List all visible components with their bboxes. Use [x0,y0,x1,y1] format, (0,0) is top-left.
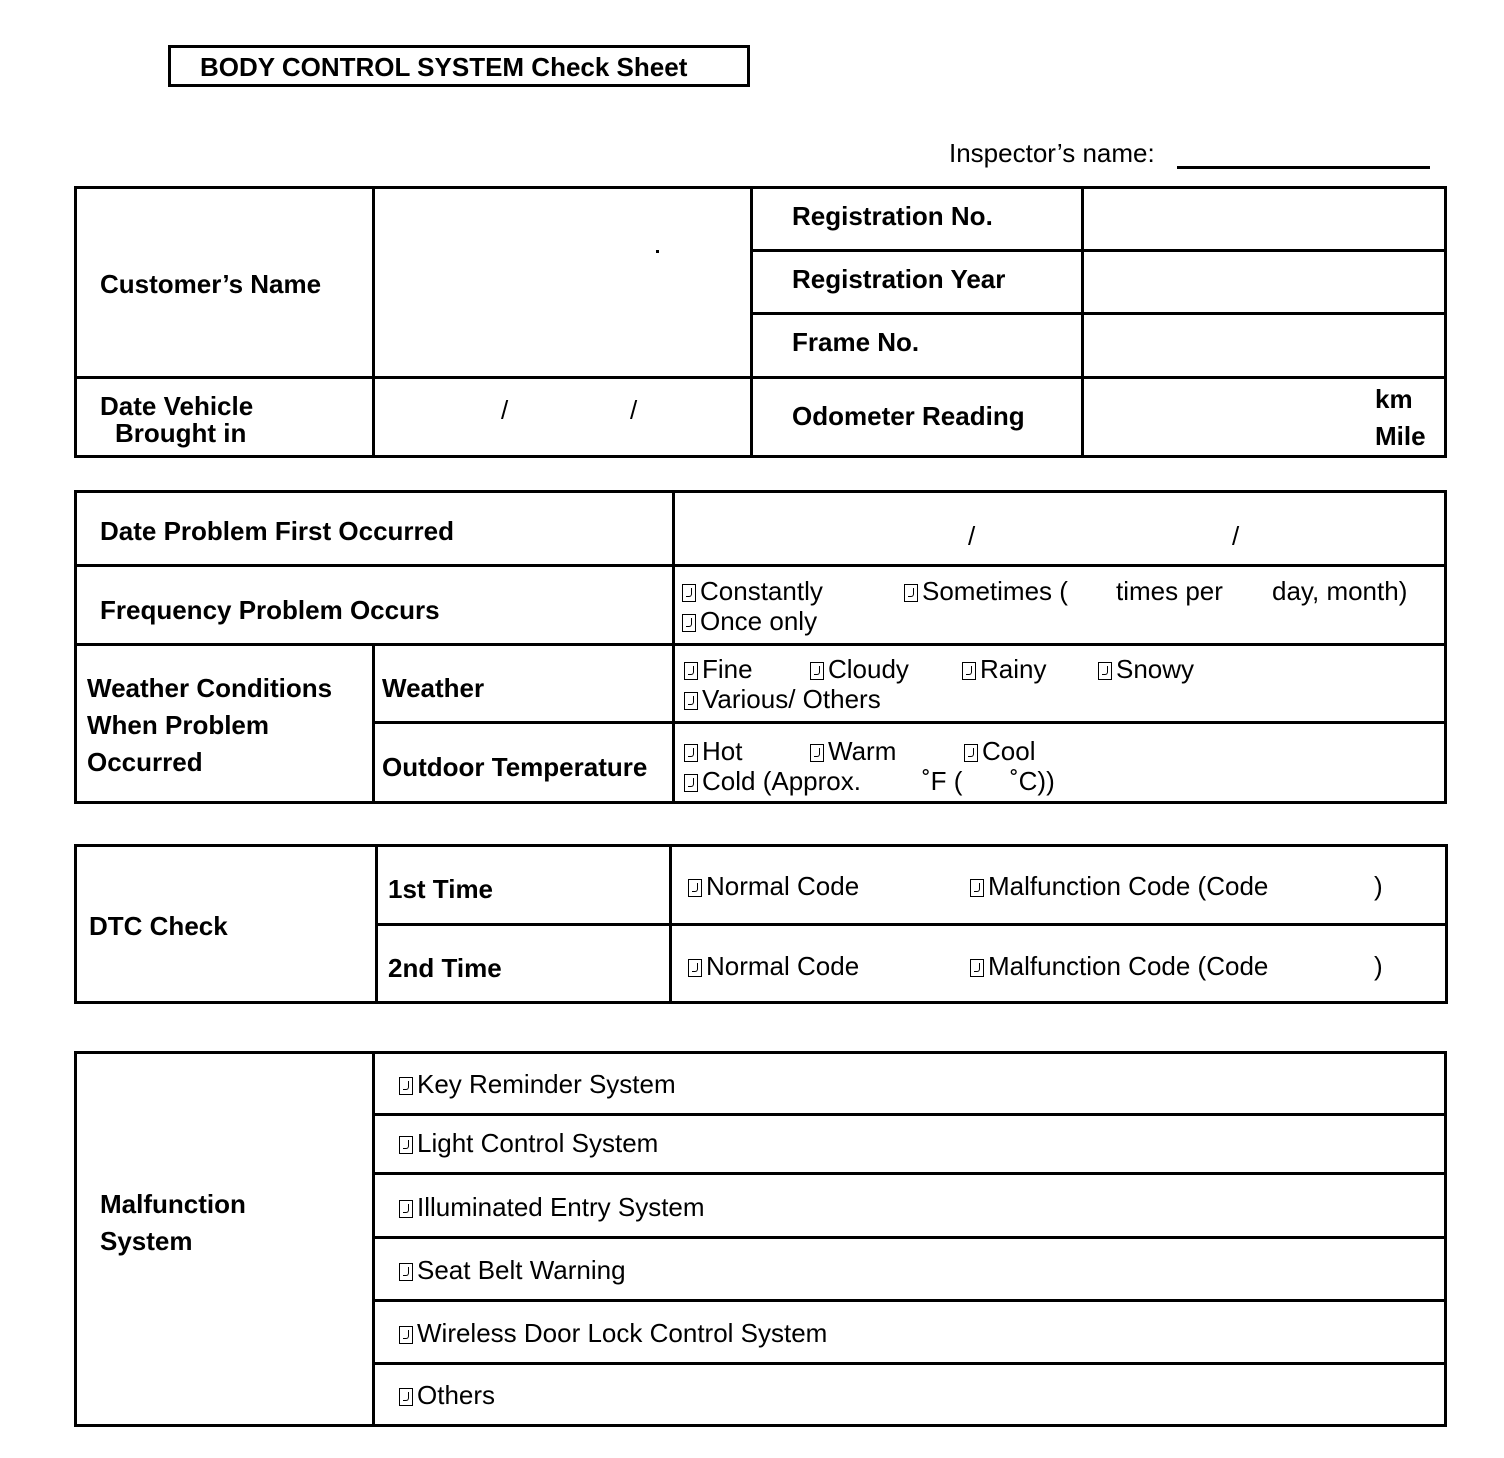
freq-constantly-option[interactable]: Constantly [682,576,823,606]
temp-fahrenheit-text: ˚F ( [922,766,963,796]
outdoor-temperature-label: Outdoor Temperature [382,752,648,782]
checkbox-icon[interactable] [399,1326,413,1344]
malfunction-item-others[interactable]: Others [399,1380,495,1410]
checkbox-icon[interactable] [399,1077,413,1095]
date-brought-sep1: / [501,395,509,425]
dtc1-malfunction-code-option[interactable]: Malfunction Code (Code [970,871,1268,901]
checkbox-icon[interactable] [684,692,698,710]
inspector-label: Inspector’s name: [949,138,1155,168]
checkbox-icon[interactable] [399,1263,413,1281]
date-first-occurred-label: Date Problem First Occurred [100,516,454,546]
weather-cloudy-option[interactable]: Cloudy [810,654,909,684]
freq-times-per-text: times per [1116,576,1223,606]
date-brought-sep2: / [630,395,638,425]
inspector-name-field[interactable] [1177,166,1430,169]
checkbox-icon[interactable] [970,879,984,897]
temp-warm-option[interactable]: Warm [810,736,896,766]
weather-conditions-label-line1: Weather Conditions [87,673,333,703]
malfunction-item-light-control[interactable]: Light Control System [399,1128,658,1158]
malfunction-system-table [74,1051,1447,1427]
customer-name-field[interactable] [656,250,659,253]
checkbox-icon[interactable] [684,774,698,792]
malfunction-system-label-line2: System [100,1226,193,1256]
frame-no-label: Frame No. [792,327,920,357]
weather-conditions-label-line2: When Problem [87,710,270,740]
checkbox-icon[interactable] [904,584,918,602]
malfunction-item-seat-belt[interactable]: Seat Belt Warning [399,1255,626,1285]
date-first-occurred-sep2: / [1232,521,1240,551]
dtc-second-time-label: 2nd Time [388,953,502,983]
checkbox-icon[interactable] [962,662,976,680]
dtc2-malfunction-code-option[interactable]: Malfunction Code (Code [970,951,1268,981]
dtc2-close-paren: ) [1374,951,1383,981]
checkbox-icon[interactable] [1098,662,1112,680]
checkbox-icon[interactable] [688,959,702,977]
checkbox-icon[interactable] [810,744,824,762]
freq-once-option[interactable]: Once only [682,606,817,636]
vehicle-info-table [74,186,1447,458]
page-title: BODY CONTROL SYSTEM Check Sheet [168,45,750,87]
checkbox-icon[interactable] [682,614,696,632]
weather-various-option[interactable]: Various/ Others [684,684,881,714]
temp-cold-option[interactable]: Cold (Approx. [684,766,861,796]
checkbox-icon[interactable] [682,584,696,602]
temp-cool-option[interactable]: Cool [964,736,1035,766]
weather-label: Weather [382,673,485,703]
dtc-check-label: DTC Check [89,911,228,941]
dtc2-normal-code-option[interactable]: Normal Code [688,951,859,981]
checkbox-icon[interactable] [684,662,698,680]
weather-fine-option[interactable]: Fine [684,654,753,684]
frequency-label: Frequency Problem Occurs [100,595,440,625]
checkbox-icon[interactable] [810,662,824,680]
dtc1-normal-code-option[interactable]: Normal Code [688,871,859,901]
registration-year-label: Registration Year [792,264,1006,294]
temp-hot-option[interactable]: Hot [684,736,742,766]
odometer-unit-mile: Mile [1375,421,1426,451]
freq-day-month-text: day, month) [1272,576,1408,606]
malfunction-item-wireless-door-lock[interactable]: Wireless Door Lock Control System [399,1318,827,1348]
weather-rainy-option[interactable]: Rainy [962,654,1046,684]
dtc1-close-paren: ) [1374,871,1383,901]
checkbox-icon[interactable] [684,744,698,762]
date-brought-label-line1: Date Vehicle [100,391,254,421]
freq-sometimes-option[interactable]: Sometimes ( [904,576,1068,606]
odometer-label: Odometer Reading [792,401,1025,431]
weather-conditions-label-line3: Occurred [87,747,203,777]
checkbox-icon[interactable] [964,744,978,762]
odometer-unit-km: km [1375,384,1413,414]
checkbox-icon[interactable] [970,959,984,977]
date-first-occurred-sep1: / [968,521,976,551]
checkbox-icon[interactable] [399,1136,413,1154]
customer-name-label: Customer’s Name [100,269,322,299]
registration-no-label: Registration No. [792,201,993,231]
malfunction-item-illuminated-entry[interactable]: Illuminated Entry System [399,1192,705,1222]
checkbox-icon[interactable] [399,1388,413,1406]
malfunction-system-label-line1: Malfunction [100,1189,246,1219]
checkbox-icon[interactable] [688,879,702,897]
date-brought-label-line2: Brought in [115,418,247,448]
weather-snowy-option[interactable]: Snowy [1098,654,1194,684]
checkbox-icon[interactable] [399,1200,413,1218]
dtc-first-time-label: 1st Time [388,874,494,904]
malfunction-item-key-reminder[interactable]: Key Reminder System [399,1069,676,1099]
temp-celsius-text: ˚C)) [1010,766,1055,796]
